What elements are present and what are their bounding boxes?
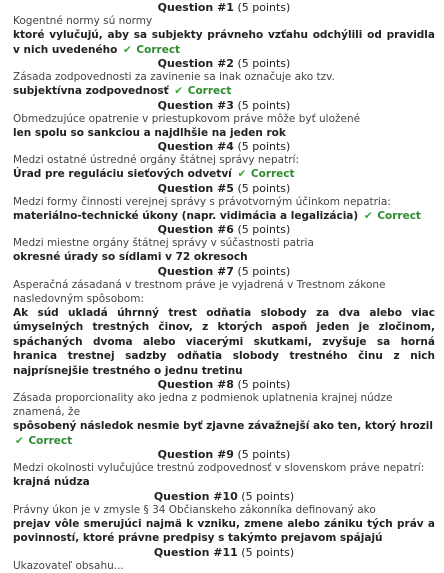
answer-text: Ak súd ukladá úhrnný trest odňatia slobody za dva alebo viac úmyselných trestných činov, z ktorých aspoň jeden je zločinom, spáchaných dvoma alebo viacerými skutkami, zvyšuje sa horná hranica trestnej sadzby odňatia slobody trestného činu z nich najprísnejšie trestného o jednu tretinu bbox=[13, 306, 435, 377]
question-header bbox=[13, 99, 435, 112]
question-block bbox=[13, 490, 435, 546]
question-header bbox=[13, 140, 435, 153]
checkmark-icon: ✔ bbox=[363, 209, 373, 222]
question-text: Asperačná zásadaná v trestnom práve je vyjadrená v Trestnom zákone nasledovným spôsobom: bbox=[13, 278, 386, 305]
answer-text: ktoré vylučujú, aby sa subjekty právneho vzťahu odchýlili od pravidla v nich uvedeného bbox=[13, 29, 435, 56]
question-text: Obmedzujúce opatrenie v priestupkovom práve môže byť uložené bbox=[13, 112, 361, 125]
selected-answer bbox=[13, 475, 435, 490]
question-header bbox=[13, 378, 435, 391]
checkmark-icon: ✔ bbox=[122, 43, 132, 56]
question-text: Medzi formy činnosti verejnej správy s právotvorným účinkom nepatria: bbox=[13, 195, 391, 208]
question-points: (5 points) bbox=[237, 181, 291, 195]
selected-answer bbox=[13, 209, 435, 224]
question-block bbox=[13, 223, 435, 265]
checkmark-icon: ✔ bbox=[174, 85, 184, 97]
question-number: Question #2 bbox=[157, 57, 234, 70]
question-text: Ukazovateľ obsahu... bbox=[13, 559, 124, 572]
question-header bbox=[13, 265, 435, 278]
question-text: Zásada proporcionality ako jedna z podmienok uplatnenia krajnej núdze znamená, že bbox=[13, 392, 393, 418]
question-points: (5 points) bbox=[237, 98, 291, 112]
selected-answer bbox=[13, 419, 435, 448]
question-block bbox=[13, 140, 435, 182]
answer-text: materiálno-technické úkony (napr. vidimácia a legalizácia) bbox=[13, 209, 359, 222]
correct-badge bbox=[121, 44, 180, 56]
checkmark-icon: ✔ bbox=[15, 434, 24, 447]
question-text: Zásada zodpovednosti za zavinenie sa inak označuje ako tzv. bbox=[13, 71, 335, 83]
answer-text: Úrad pre reguláciu sieťových odvetví bbox=[13, 168, 232, 180]
question-text: Medzi miestne orgány štátnej správy v súčastnosti patria bbox=[13, 237, 314, 249]
selected-answer bbox=[13, 517, 435, 546]
question-header bbox=[13, 182, 435, 195]
question-block bbox=[13, 378, 435, 448]
question-number: Question #3 bbox=[157, 98, 234, 112]
correct-label: Correct bbox=[136, 43, 181, 56]
question-points: (5 points) bbox=[237, 1, 291, 14]
answer-text: krajná núdza bbox=[13, 476, 90, 488]
question-header bbox=[13, 57, 435, 70]
question-block bbox=[13, 265, 435, 379]
question-block bbox=[13, 182, 435, 224]
question-text: Medzi ostatné ústredné orgány štátnej správy nepatrí: bbox=[13, 154, 299, 166]
question-text: Právny úkon je v zmysle § 34 Občianskeho zákonníka definovaný ako bbox=[13, 503, 376, 516]
question-number: Question #9 bbox=[157, 448, 234, 461]
answer-text: okresné úrady so sídlami v 72 okresoch bbox=[13, 251, 248, 263]
question-points: (5 points) bbox=[237, 264, 291, 278]
question-points: (5 points) bbox=[237, 448, 291, 461]
question-points: (5 points) bbox=[237, 378, 291, 391]
question-block bbox=[13, 57, 435, 99]
question-number: Question #7 bbox=[157, 264, 234, 278]
question-points: (5 points) bbox=[237, 223, 291, 236]
selected-answer bbox=[13, 167, 435, 182]
question-points: (5 points) bbox=[241, 545, 295, 559]
question-number: Question #1 bbox=[157, 1, 234, 14]
correct-badge bbox=[13, 435, 72, 447]
question-number: Question #5 bbox=[157, 181, 234, 195]
question-header bbox=[13, 490, 435, 503]
question-text: Medzi okolnosti vylučujúce trestnú zodpovednosť v slovenskom práve nepatrí: bbox=[13, 462, 425, 474]
answer-text: prejav vôle smerujúci najmä k vzniku, zmene alebo zániku tých práv a povinností, ktoré právne predpisy s takýmto prejavom spájajú bbox=[13, 517, 435, 544]
answer-text: subjektívna zodpovednosť bbox=[13, 85, 169, 97]
correct-label: Correct bbox=[377, 209, 421, 222]
correct-label: Correct bbox=[250, 168, 295, 180]
answer-text: len spolu so sankciou a najdlhšie na jeden rok bbox=[13, 126, 286, 139]
question-header bbox=[13, 1, 435, 14]
correct-label: Correct bbox=[187, 85, 232, 97]
correct-badge bbox=[362, 210, 421, 222]
selected-answer bbox=[13, 28, 435, 57]
question-number: Question #4 bbox=[157, 140, 234, 153]
question-block bbox=[13, 546, 435, 573]
correct-badge bbox=[235, 168, 294, 180]
question-header bbox=[13, 546, 435, 559]
checkmark-icon: ✔ bbox=[237, 168, 247, 180]
question-points: (5 points) bbox=[237, 140, 291, 153]
correct-label: Correct bbox=[28, 434, 73, 447]
selected-answer bbox=[13, 126, 435, 141]
question-points: (5 points) bbox=[241, 489, 295, 503]
question-number: Question #10 bbox=[153, 489, 238, 503]
question-block bbox=[13, 1, 435, 57]
selected-answer bbox=[13, 306, 435, 379]
correct-badge bbox=[172, 85, 231, 97]
question-header bbox=[13, 448, 435, 461]
question-block bbox=[13, 448, 435, 490]
question-number: Question #6 bbox=[157, 223, 234, 236]
question-number: Question #8 bbox=[157, 378, 234, 391]
question-block bbox=[13, 99, 435, 141]
question-text: Kogentné normy sú normy bbox=[13, 15, 153, 27]
question-number: Question #11 bbox=[153, 545, 238, 559]
selected-answer bbox=[13, 84, 435, 99]
selected-answer bbox=[13, 250, 435, 265]
question-points: (5 points) bbox=[237, 57, 291, 70]
question-header bbox=[13, 223, 435, 236]
answer-text: spôsobený následok nesmie byť zjavne závažnejší ako ten, ktorý hrozil bbox=[13, 420, 433, 432]
